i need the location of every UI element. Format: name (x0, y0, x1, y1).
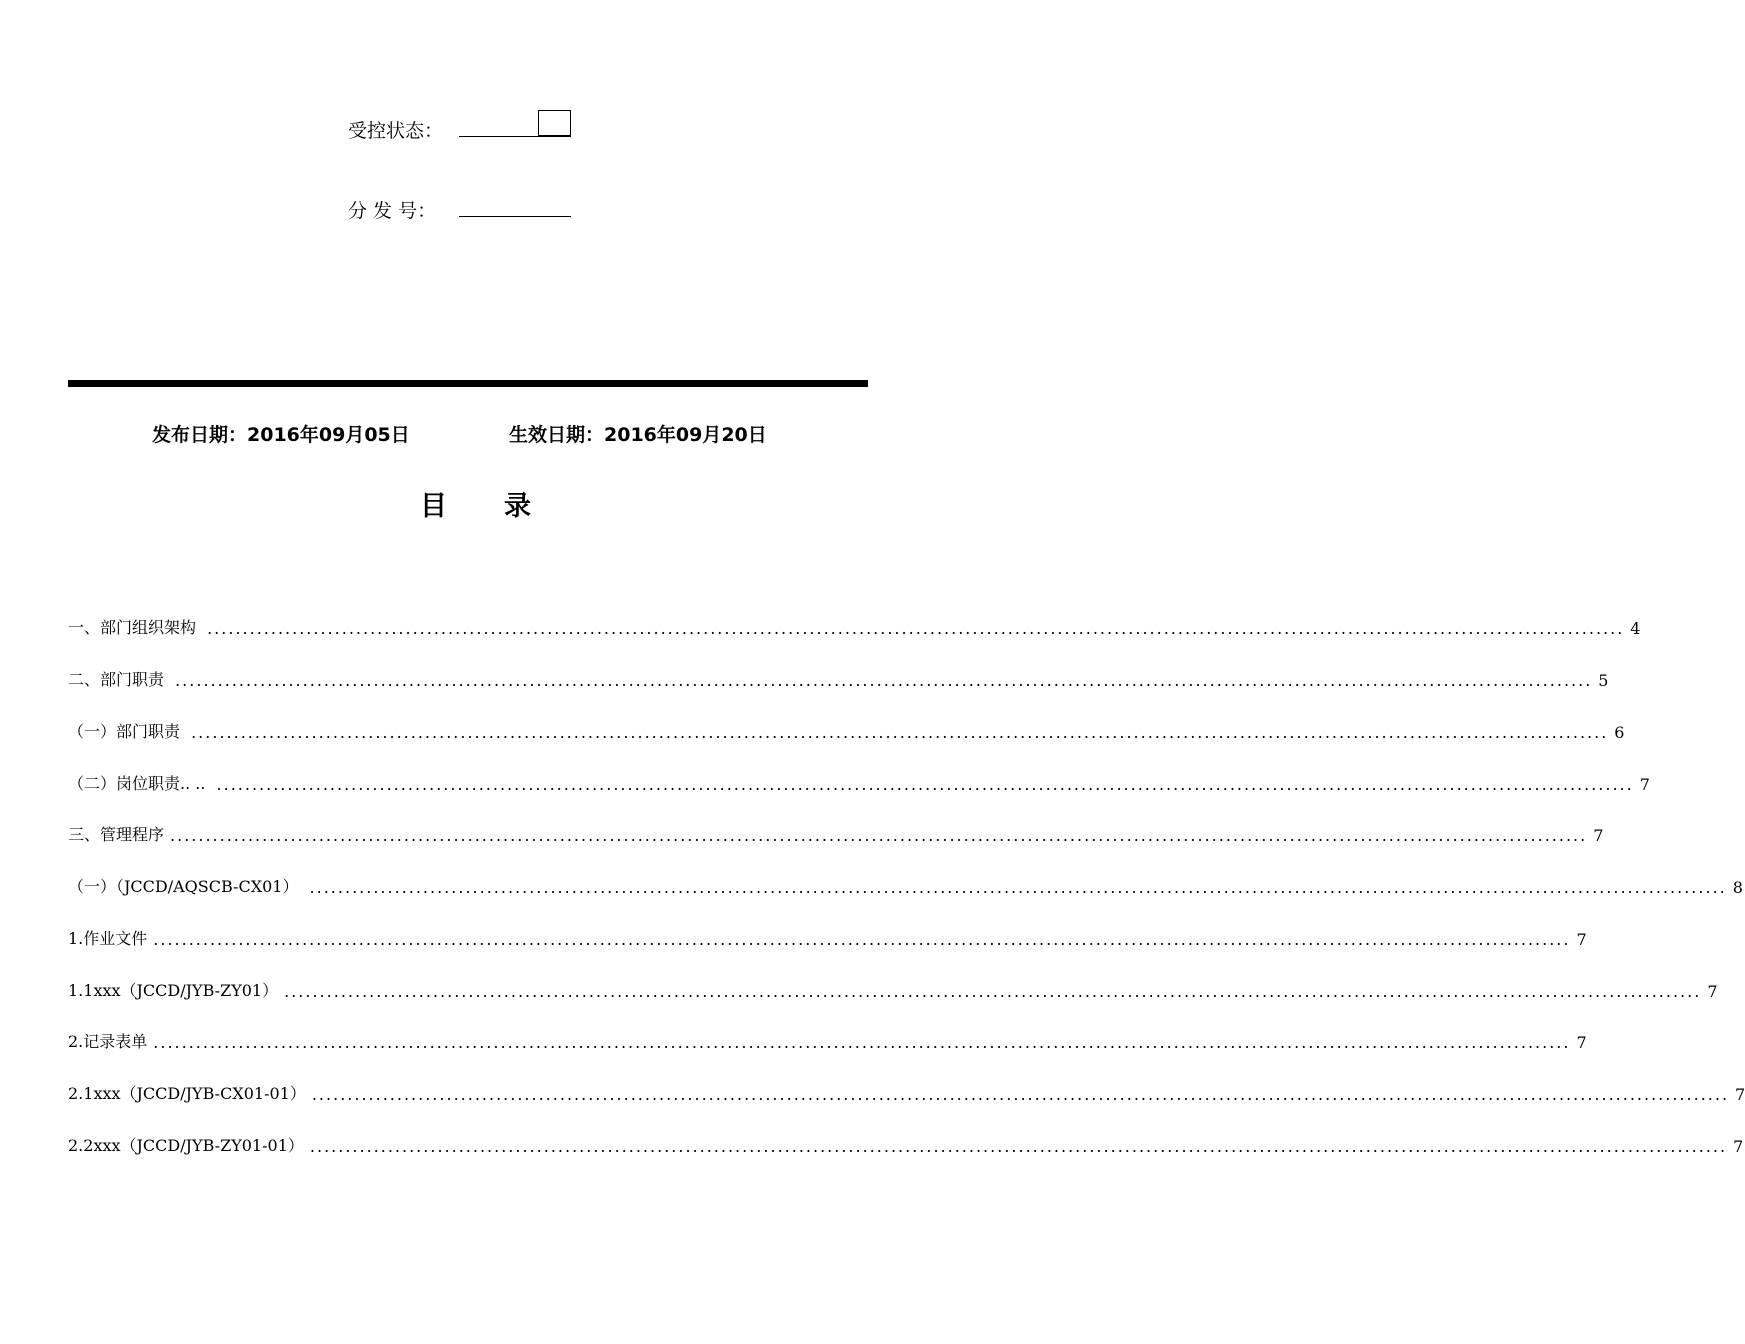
toc-entry-page: 7 (1576, 930, 1587, 949)
toc-leader-dots: ........................................................................................................................................................................................................ (153, 930, 1571, 949)
release-date: 发布日期：2016年09月05日 (152, 424, 410, 446)
toc-entry-page: 4 (1630, 619, 1641, 638)
toc-entry-page: 7 (1576, 1033, 1587, 1052)
toc-leader-dots: ........................................................................................................................................................................................................ (153, 1033, 1571, 1052)
toc-title (0, 484, 950, 528)
toc-entry-page: 7 (1733, 1137, 1744, 1156)
toc-leader-dots: ........................................................................................................................................................................................................ (191, 723, 1609, 742)
toc-entry-text: 2.1xxx（JCCD/JYB-CX01-01） (68, 1084, 306, 1103)
toc-entry-page: 6 (1614, 723, 1625, 742)
toc-leader-dots: ........................................................................................................................................................................................................ (207, 619, 1625, 638)
control-status-checkbox[interactable] (538, 110, 571, 136)
toc-leader-dots: ........................................................................................................................................................................................................ (309, 878, 1727, 897)
toc-entry-page: 7 (1707, 982, 1718, 1001)
toc-leader-dots: ........................................................................................................................................................................................................ (170, 826, 1588, 845)
toc-entry-page: 7 (1593, 826, 1604, 845)
toc-entry-page: 8 (1732, 878, 1743, 897)
toc-entry-page: 7 (1639, 775, 1650, 794)
control-status-label: 受控状态： (348, 120, 444, 142)
toc-entry[interactable] (68, 1078, 1745, 1104)
toc-title-char-2: 录 (504, 491, 531, 522)
toc-leader-dots: ........................................................................................................................................................................................................ (175, 671, 1593, 690)
toc-title-char-1: 目 (420, 491, 447, 522)
effective-date: 生效日期：2016年09月20日 (509, 424, 767, 446)
toc-entry-text: 三、管理程序 (68, 825, 165, 844)
toc-entry[interactable] (68, 664, 1609, 690)
toc-entry-text: 1.作业文件 (68, 929, 148, 948)
toc-entry[interactable] (68, 1026, 1587, 1052)
toc-entry[interactable] (68, 819, 1604, 845)
toc-entry-text: （二）岗位职责.. .. (68, 774, 211, 793)
toc-entry[interactable] (68, 923, 1587, 949)
toc-leader-dots: ........................................................................................................................................................................................................ (309, 1137, 1728, 1156)
toc-entry-text: 2.记录表单 (68, 1032, 148, 1051)
distribution-no-row (0, 190, 950, 230)
toc-entry[interactable] (68, 871, 1743, 897)
toc-entry-text: 一、部门组织架构 (68, 618, 202, 637)
toc-entry[interactable] (68, 975, 1718, 1001)
dates-row (0, 420, 950, 452)
toc-entry-text: 二、部门职责 (68, 670, 170, 689)
toc-entry-text: 1.1xxx（JCCD/JYB-ZY01） (68, 981, 279, 1000)
distribution-no-line[interactable] (459, 194, 571, 217)
toc-leader-dots: ........................................................................................................................................................................................................ (311, 1085, 1730, 1104)
toc-entry-text: 2.2xxx（JCCD/JYB-ZY01-01） (68, 1136, 304, 1155)
distribution-no-label: 分 发 号： (348, 200, 437, 222)
toc-entry[interactable] (68, 768, 1650, 794)
toc-entry-page: 7 (1735, 1085, 1745, 1104)
toc-entry-page: 5 (1598, 671, 1609, 690)
header-divider (68, 380, 868, 387)
toc-leader-dots: ........................................................................................................................................................................................................ (284, 982, 1702, 1001)
toc-leader-dots: ........................................................................................................................................................................................................ (216, 775, 1634, 794)
toc-entry[interactable] (68, 716, 1625, 742)
toc-entry[interactable] (68, 612, 1641, 638)
control-status-row (0, 110, 950, 150)
toc-entry-text: （一）部门职责 (68, 722, 186, 741)
toc-entry-text: （一）（JCCD/AQSCB-CX01） (68, 877, 304, 896)
toc-entry[interactable] (68, 1130, 1744, 1156)
